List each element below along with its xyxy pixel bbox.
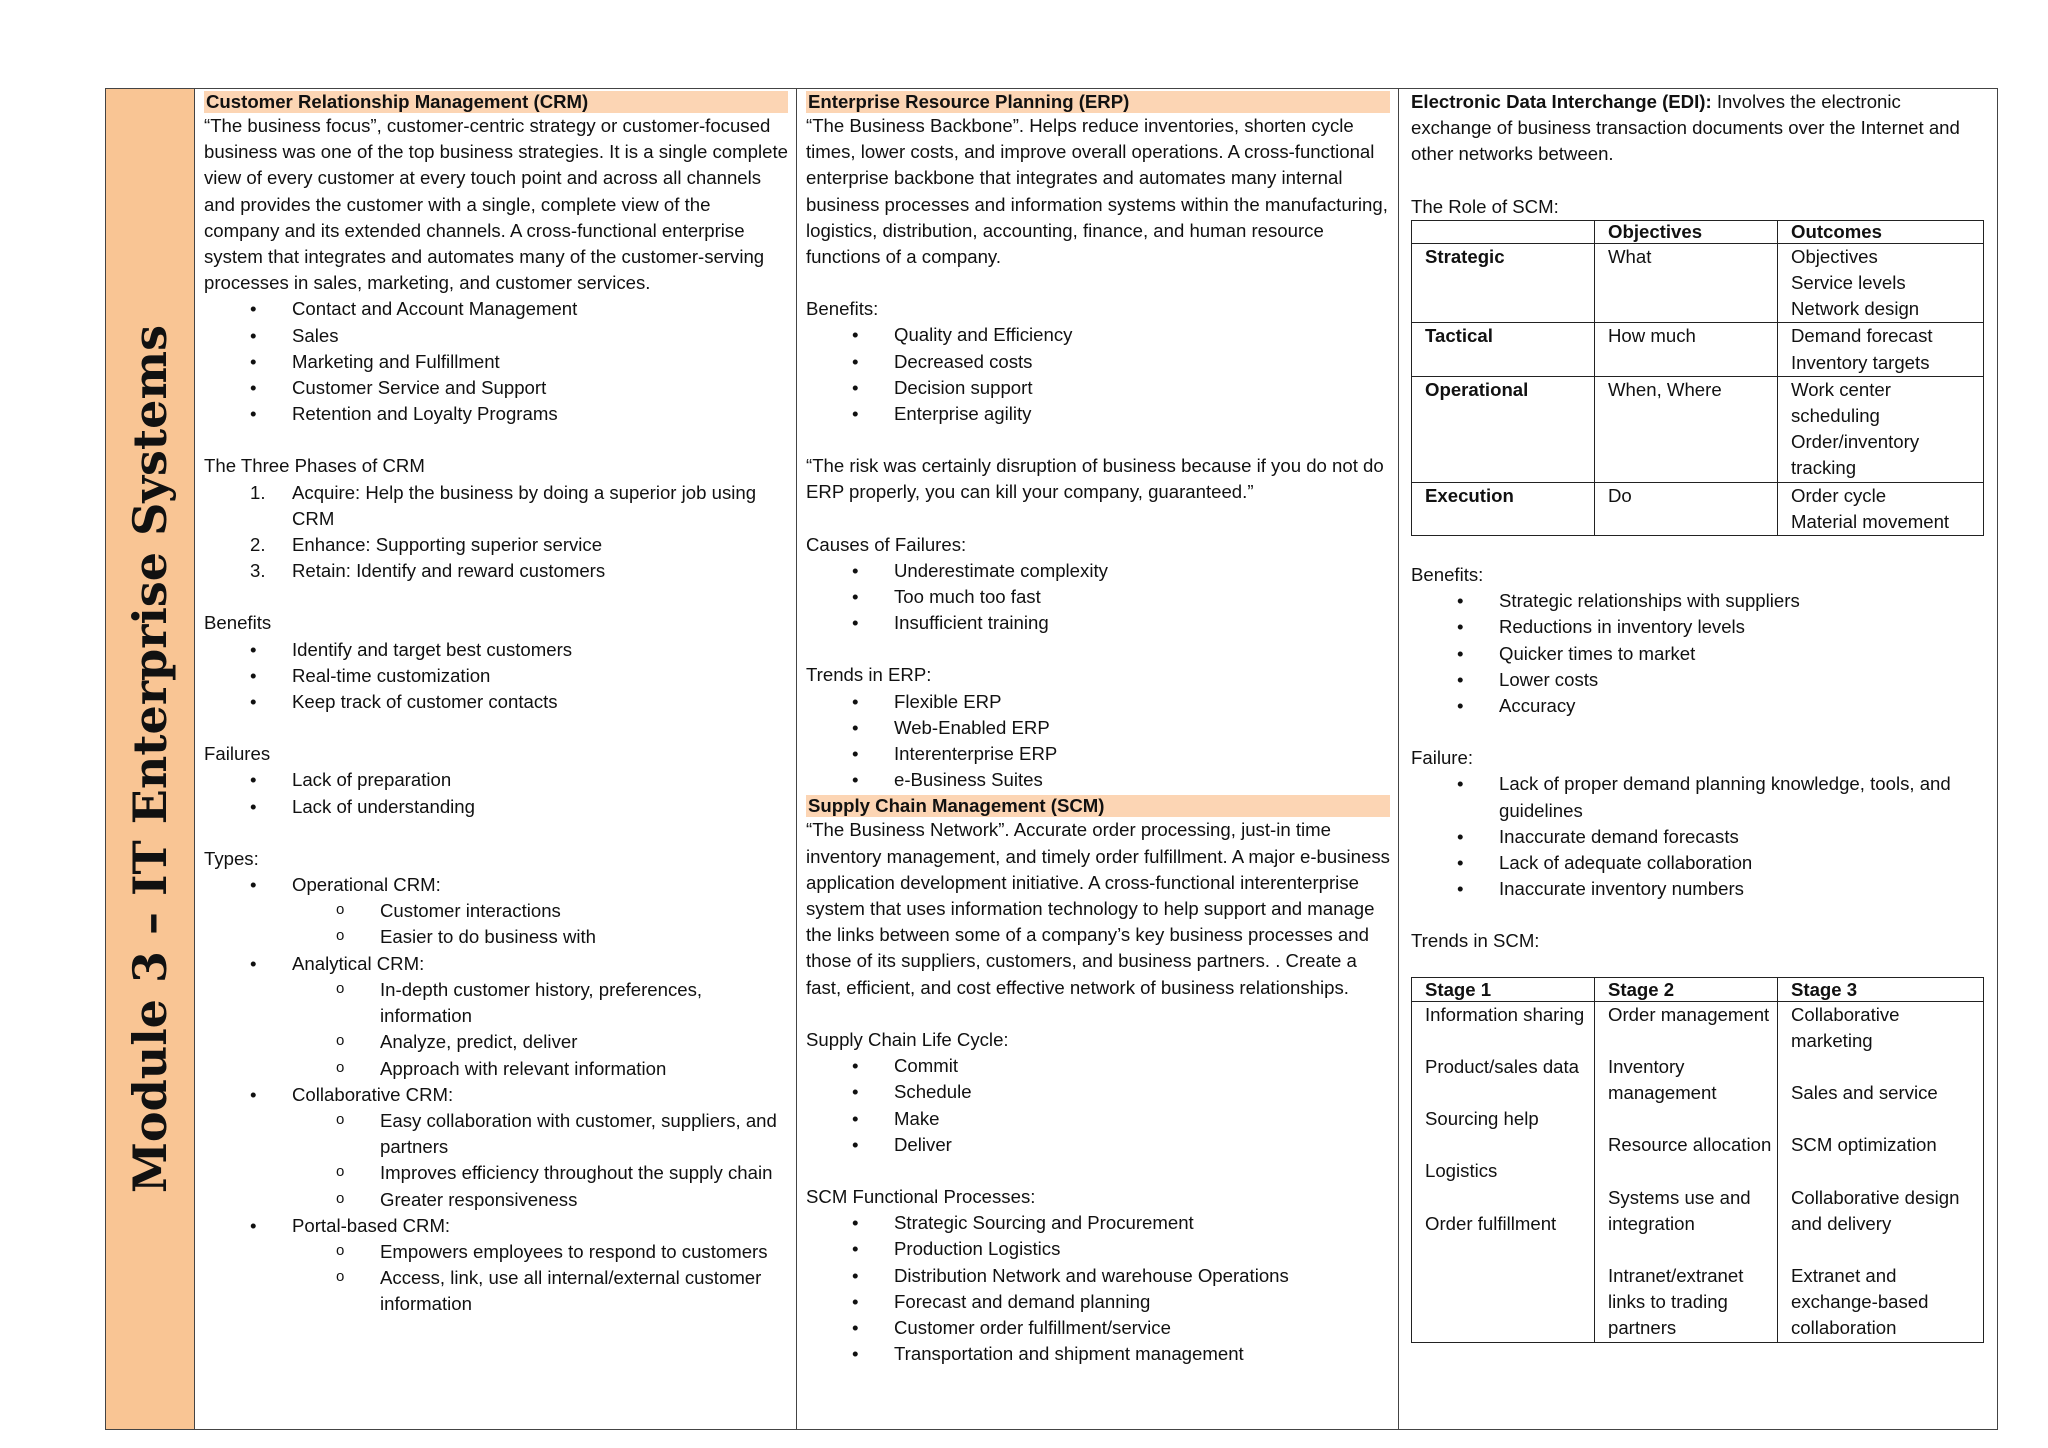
list-item: • Too much too fast [806, 584, 1390, 610]
crm-components-list [204, 296, 788, 427]
table-cell: Tactical [1412, 323, 1595, 376]
list-item: • Strategic Sourcing and Procurement [806, 1210, 1390, 1236]
scm-role-label: The Role of SCM: [1411, 195, 1559, 217]
list-item: • Enterprise agility [806, 401, 1390, 427]
edi-paragraph [1411, 89, 1985, 168]
list-item: • Production Logistics [806, 1236, 1390, 1262]
scm-failure-label: Failure: [1411, 747, 1474, 769]
list-item: • Lack of preparation [204, 767, 788, 793]
erp-intro: “The Business Backbone”. Helps reduce inventories, shorten cycle times, lower costs, and improve overall operations. A cross-functional enterprise backbone that integrates and automates many internal business processes and information systems within the manufacturing, logistics, distribution, accounting, finance, and human resource functions of a company. [806, 115, 1388, 268]
scm-failure-list [1411, 771, 1985, 902]
list-item: • Lower costs [1411, 667, 1985, 693]
summary-sheet [105, 88, 1998, 1430]
sub-list-item: o Greater responsiveness [292, 1187, 788, 1213]
scm-benefits-label: Benefits: [1411, 564, 1484, 586]
erp-causes-label: Causes of Failures: [806, 533, 967, 555]
crm-types-label: Types: [204, 847, 259, 869]
list-item: • Transportation and shipment management [806, 1341, 1390, 1367]
table-cell: Objectives Service levels Network design [1778, 243, 1984, 323]
table-header-row [1412, 977, 1984, 1001]
erp-scm-column [797, 89, 1399, 1429]
list-item: 2. Enhance: Supporting superior service [250, 534, 603, 556]
list-item: • Web-Enabled ERP [806, 715, 1390, 741]
sub-list-item: o Easy collaboration with customer, suppliers, and partners [292, 1108, 788, 1160]
table-cell: What [1595, 243, 1778, 323]
scm-processes-label: SCM Functional Processes: [806, 1185, 1036, 1207]
sub-list-item: o Empowers employees to respond to customers [292, 1239, 788, 1265]
crm-column [195, 89, 797, 1429]
table-header: Stage 1 [1412, 977, 1595, 1001]
sub-list-item: o Improves efficiency throughout the supply chain [292, 1160, 788, 1186]
crm-types-list [204, 872, 788, 1317]
sub-list-item: o Access, link, use all internal/external customer information [292, 1265, 788, 1317]
list-item: • Marketing and Fulfillment [204, 349, 788, 375]
list-item: • Analytical CRM: o In-depth customer history, preferences, information o Analyze, predict, deliver o Approach with relevant information [204, 951, 788, 1082]
list-item: • Identify and target best customers [204, 637, 788, 663]
list-item: • Decision support [806, 375, 1390, 401]
sub-list-item: o In-depth customer history, preferences, information [292, 977, 788, 1029]
table-row [1412, 323, 1984, 376]
table-row [1412, 243, 1984, 323]
scm-trends-table [1411, 977, 1984, 1343]
sub-list-item: o Customer interactions [292, 898, 788, 924]
table-cell: How much [1595, 323, 1778, 376]
list-item: • Reductions in inventory levels [1411, 614, 1985, 640]
crm-failures-list [204, 767, 788, 819]
list-item: • Keep track of customer contacts [204, 689, 788, 715]
table-cell: Do [1595, 482, 1778, 535]
list-item: • Accuracy [1411, 693, 1985, 719]
list-item: • Lack of adequate collaboration [1411, 850, 1985, 876]
list-item: • Operational CRM: o Customer interactions o Easier to do business with [204, 872, 788, 951]
list-item: • Insufficient training [806, 610, 1390, 636]
sub-list-item: o Approach with relevant information [292, 1056, 788, 1082]
module-sidebar [106, 89, 195, 1429]
table-header: Stage 3 [1778, 977, 1984, 1001]
list-item: • Interenterprise ERP [806, 741, 1390, 767]
scm-role-table [1411, 220, 1984, 536]
scm-intro: “The Business Network”. Accurate order processing, just-in time inventory management, and timely order fulfillment. A major e-business application development initiative. A cross-functional interenterprise system that uses information technology to help support and manage the links between some of a company’s key business processes and those of its suppliers, customers, and business partners. . Create a fast, efficient, and cost effective network of business relationships. [806, 819, 1390, 998]
list-item: 1. Acquire: Help the business by doing a superior job using CRM [250, 481, 757, 529]
table-cell: Collaborative marketing Sales and service SCM optimization Collaborative design and delivery Extranet and exchange-based collaboration [1778, 1001, 1984, 1342]
crm-phases-list [204, 480, 788, 585]
erp-trends-label: Trends in ERP: [806, 664, 932, 686]
crm-phases-label: The Three Phases of CRM [204, 455, 425, 477]
edi-definition: Involves the electronic exchange of business transaction documents over the Internet and other networks between. [1411, 91, 1960, 165]
list-item: • Lack of proper demand planning knowledge, tools, and guidelines [1411, 771, 1985, 823]
list-item: 3. Retain: Identify and reward customers [250, 560, 606, 582]
list-item: • Retention and Loyalty Programs [204, 401, 788, 427]
crm-failures-label: Failures [204, 743, 271, 765]
scm-trends-label: Trends in SCM: [1411, 930, 1540, 952]
table-header: Outcomes [1778, 220, 1984, 243]
list-item: • Quicker times to market [1411, 641, 1985, 667]
crm-intro: “The business focus”, customer-centric strategy or customer-focused business was one of the top business strategies. It is a single complete view of every customer at every touch point and across all channels and provides the customer with a single, complete view of the company and its extended channels. A cross-functional enterprise system that integrates and automates many of the customer-serving processes in sales, marketing, and customer services. [204, 115, 788, 294]
table-cell: Order cycle Material movement [1778, 482, 1984, 535]
erp-trends-list [806, 689, 1390, 794]
scm-lifecycle-list [806, 1053, 1390, 1158]
list-item: • Deliver [806, 1132, 1390, 1158]
list-item: • Collaborative CRM: o Easy collaboration with customer, suppliers, and partners o Improves efficiency throughout the supply chain o Greater responsiveness [204, 1082, 788, 1213]
sub-list-item: o Analyze, predict, deliver [292, 1029, 788, 1055]
erp-benefits-label: Benefits: [806, 298, 879, 320]
list-item: • Customer Service and Support [204, 375, 788, 401]
erp-quote: “The risk was certainly disruption of business because if you do not do ERP properly, you can kill your company, guaranteed.” [806, 455, 1384, 503]
table-header [1412, 220, 1595, 243]
list-item: • Decreased costs [806, 349, 1390, 375]
list-item: • Forecast and demand planning [806, 1289, 1390, 1315]
list-item: • Commit [806, 1053, 1390, 1079]
scm-benefits-list [1411, 588, 1985, 719]
list-item: • Inaccurate demand forecasts [1411, 824, 1985, 850]
table-header: Objectives [1595, 220, 1778, 243]
edi-term: Electronic Data Interchange (EDI): [1411, 91, 1712, 112]
list-item: • Real-time customization [204, 663, 788, 689]
edi-scm-column [1399, 89, 1997, 1429]
crm-benefits-list [204, 637, 788, 716]
erp-benefits-list [806, 322, 1390, 427]
table-header-row [1412, 220, 1984, 243]
table-cell: Execution [1412, 482, 1595, 535]
scm-processes-list [806, 1210, 1390, 1367]
table-row [1412, 1001, 1984, 1342]
list-item: • e-Business Suites [806, 767, 1390, 793]
list-item: • Sales [204, 323, 788, 349]
list-item: • Quality and Efficiency [806, 322, 1390, 348]
table-row [1412, 376, 1984, 482]
list-item: • Customer order fulfillment/service [806, 1315, 1390, 1341]
sub-list-item: o Easier to do business with [292, 924, 788, 950]
list-item: • Underestimate complexity [806, 558, 1390, 584]
list-item: • Distribution Network and warehouse Operations [806, 1263, 1390, 1289]
table-row [1412, 482, 1984, 535]
table-cell: Demand forecast Inventory targets [1778, 323, 1984, 376]
table-cell: When, Where [1595, 376, 1778, 482]
list-item: • Strategic relationships with suppliers [1411, 588, 1985, 614]
list-item: • Flexible ERP [806, 689, 1390, 715]
list-item: • Contact and Account Management [204, 296, 788, 322]
list-item: • Inaccurate inventory numbers [1411, 876, 1985, 902]
list-item: • Make [806, 1106, 1390, 1132]
erp-causes-list [806, 558, 1390, 637]
scm-heading: Supply Chain Management (SCM) [806, 795, 1390, 817]
table-cell: Information sharing Product/sales data Sourcing help Logistics Order fulfillment [1412, 1001, 1595, 1342]
table-header: Stage 2 [1595, 977, 1778, 1001]
crm-benefits-label: Benefits [204, 612, 272, 634]
table-cell: Strategic [1412, 243, 1595, 323]
list-item: • Lack of understanding [204, 794, 788, 820]
list-item: • Portal-based CRM: o Empowers employees to respond to customers o Access, link, use all internal/external customer information [204, 1213, 788, 1318]
scm-lifecycle-label: Supply Chain Life Cycle: [806, 1028, 1009, 1050]
table-cell: Order management Inventory management Resource allocation Systems use and integration Intranet/extranet links to trading partners [1595, 1001, 1778, 1342]
erp-heading: Enterprise Resource Planning (ERP) [806, 91, 1390, 113]
list-item: • Schedule [806, 1079, 1390, 1105]
table-cell: Operational [1412, 376, 1595, 482]
module-title: Module 3 – IT Enterprise Systems [123, 324, 177, 1194]
table-cell: Work center scheduling Order/inventory tracking [1778, 376, 1984, 482]
crm-heading: Customer Relationship Management (CRM) [204, 91, 788, 113]
